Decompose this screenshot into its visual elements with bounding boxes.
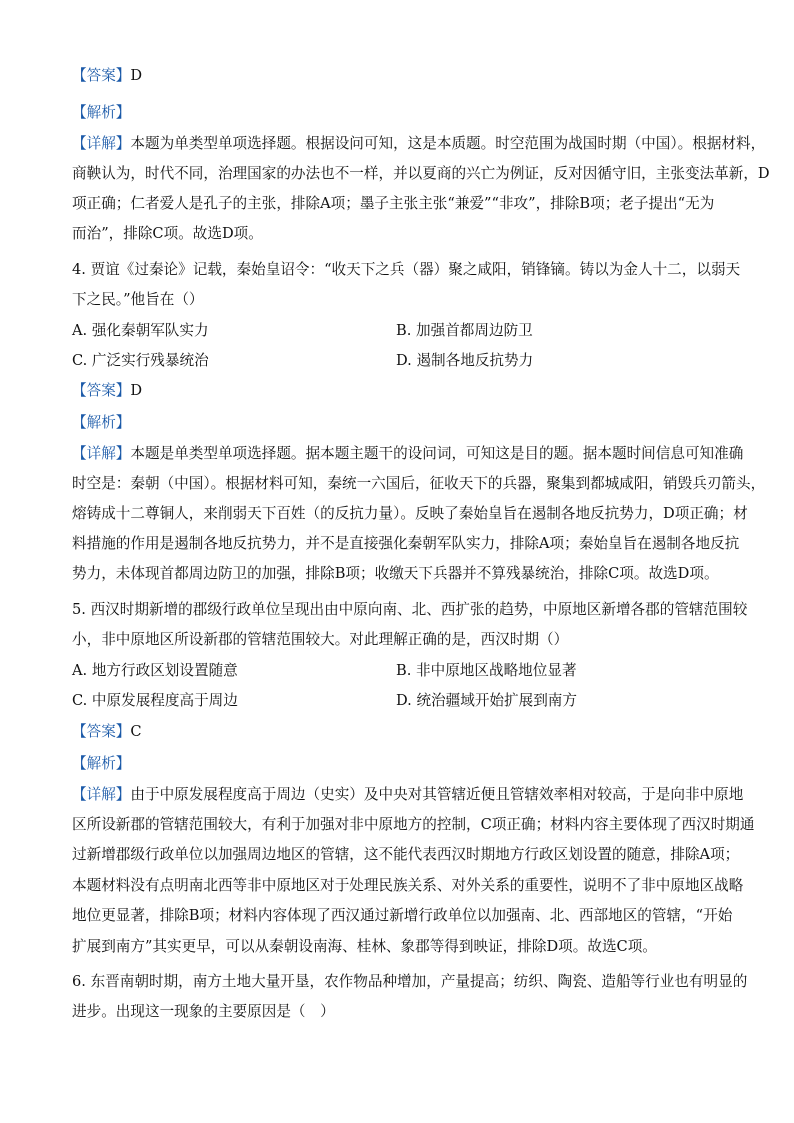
detail-line: 区所设新郡的管辖范围较大，有利于加强对非中原地方的控制，C项正确；材料内容主要体现了西汉时期通: [72, 816, 755, 833]
analysis-heading: [72, 103, 732, 123]
option-c: C. 广泛实行残暴统治: [72, 352, 209, 369]
analysis-heading: [72, 754, 732, 774]
detail-text: 本题为单类型单项选择题。根据设问可知，这是本质题。时空范围为战国时期（中国）。根据材料，: [130, 135, 766, 152]
detail-line: [72, 785, 744, 805]
option-d: D. 统治疆域开始扩展到南方: [396, 692, 577, 709]
analysis-tag: 【解析】: [72, 104, 131, 121]
analysis-tag: 【解析】: [72, 755, 131, 772]
detail-line: 商鞅认为，时代不同，治理国家的办法也不一样，并以夏商的兴亡为例证，反对因循守旧，主张变法革新，D: [72, 165, 770, 182]
answer-tag: 【答案】: [72, 382, 131, 399]
detail-line: 地位更显著，排除B项；材料内容体现了西汉通过新增行政单位以加强南、北、西部地区的管辖，“开始: [72, 907, 733, 924]
detail-tag: 【详解】: [72, 445, 131, 462]
question-stem: 小，非中原地区所设新郡的管辖范围较大。对此理解正确的是，西汉时期（）: [72, 631, 569, 648]
option-d: D. 遏制各地反抗势力: [396, 352, 534, 369]
detail-line: 势力，未体现首都周边防卫的加强，排除B项；收缴天下兵器并不算残暴统治，排除C项。故选D项。: [72, 565, 719, 582]
option-b: B. 非中原地区战略地位显著: [396, 662, 577, 679]
question-stem: 4. 贾谊《过秦论》记载，秦始皇诏令：“收天下之兵（器）聚之咸阳，销锋镝。铸以为金人十二，以弱天: [72, 261, 741, 278]
detail-tag: 【详解】: [72, 135, 131, 152]
answer-line: [72, 66, 732, 86]
answer-value: D: [130, 382, 143, 399]
answer-tag: 【答案】: [72, 67, 131, 84]
answer-tag: 【答案】: [72, 723, 131, 740]
detail-line: 项正确；仁者爱人是孔子的主张，排除A项；墨子主张主张“兼爱”“非攻”，排除B项；老子提出“无为: [72, 195, 715, 212]
analysis-heading: [72, 413, 732, 433]
question-stem: 下之民。”他旨在（）: [72, 291, 204, 308]
detail-line: 料措施的作用是遏制各地反抗势力，并不是直接强化秦朝军队实力，排除A项；秦始皇旨在遏制各地反抗: [72, 535, 740, 552]
answer-value: C: [130, 723, 142, 740]
question-stem: 6. 东晋南朝时期，南方土地大量开垦，农作物品种增加，产量提高；纺织、陶瓷、造船等行业也有明显的: [72, 973, 748, 990]
detail-line: 本题材料没有点明南北西等非中原地区对于处理民族关系、对外关系的重要性，说明不了非中原地区战略: [72, 877, 744, 894]
option-b: B. 加强首都周边防卫: [396, 322, 533, 339]
detail-line: [72, 134, 766, 154]
question-stem: 5. 西汉时期新增的郡级行政单位呈现出由中原向南、北、西扩张的趋势，中原地区新增各郡的管辖范围较: [72, 601, 748, 618]
analysis-tag: 【解析】: [72, 414, 131, 431]
detail-line: 熔铸成十二尊铜人，来削弱天下百姓（的反抗力量）。反映了秦始皇旨在遏制各地反抗势力，D项正确；材: [72, 505, 748, 522]
option-c: C. 中原发展程度高于周边: [72, 692, 238, 709]
question-stem: 进步。出现这一现象的主要原因是（ ）: [72, 1003, 335, 1020]
detail-tag: 【详解】: [72, 786, 131, 803]
option-a: A. 地方行政区划设置随意: [72, 662, 238, 679]
detail-line: 而治”，排除C项。故选D项。: [72, 225, 263, 242]
detail-line: 扩展到南方”其实更早，可以从秦朝设南海、桂林、象郡等得到映证，排除D项。故选C项。: [72, 938, 657, 955]
detail-line: [72, 444, 744, 464]
detail-line: 过新增郡级行政单位以加强周边地区的管辖，这不能代表西汉时期地方行政区划设置的随意，排除A项；: [72, 846, 740, 863]
detail-line: 时空是：秦朝（中国）。根据材料可知，秦统一六国后，征收天下的兵器，聚集到都城咸阳，销毁兵刃箭头，: [72, 475, 766, 492]
answer-value: D: [130, 67, 143, 84]
option-a: A. 强化秦朝军队实力: [72, 322, 209, 339]
answer-line: [72, 381, 732, 401]
detail-text: 由于中原发展程度高于周边（史实）及中央对其管辖近便且管辖效率相对较高，于是向非中原地: [130, 786, 744, 803]
answer-line: [72, 722, 732, 742]
detail-text: 本题是单类型单项选择题。据本题主题干的设问词，可知这是目的题。据本题时间信息可知准确: [130, 445, 744, 462]
